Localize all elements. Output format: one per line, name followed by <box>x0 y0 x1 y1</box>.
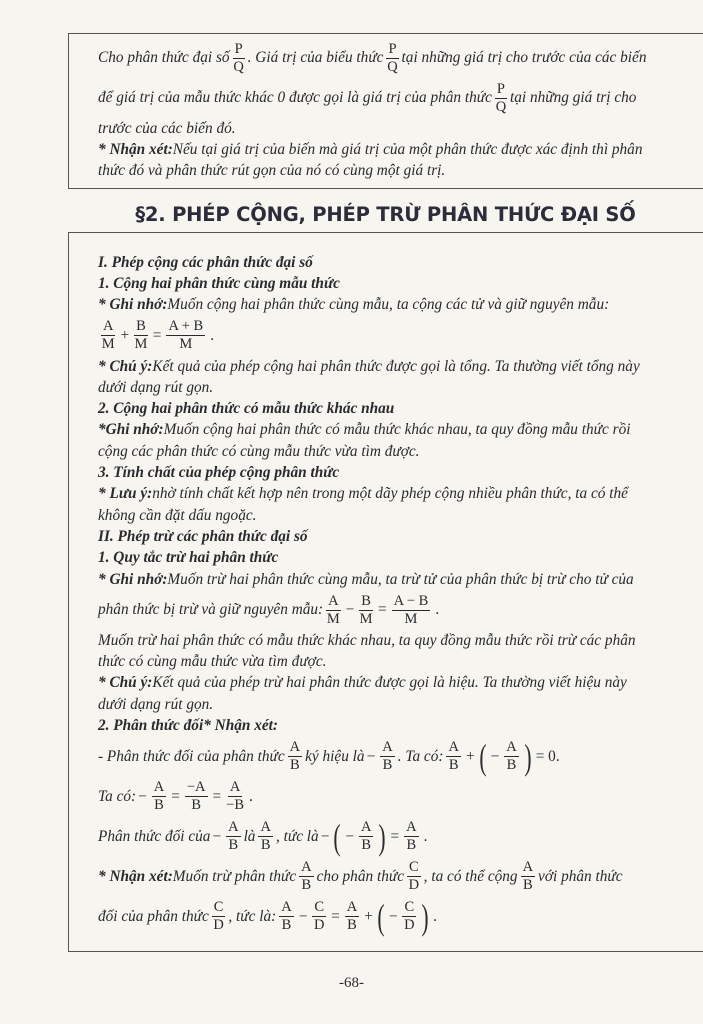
denominator: Q <box>495 98 507 115</box>
text-line <box>69 569 703 590</box>
math-operator: = <box>390 827 400 845</box>
numerator: B <box>361 592 371 609</box>
text-line <box>69 651 703 672</box>
numerator: P <box>388 40 397 57</box>
bold-label: I. Phép cộng các phân thức đại số <box>98 253 313 271</box>
numerator: C <box>314 899 325 916</box>
text-line <box>69 462 703 483</box>
text-run: là <box>243 827 256 845</box>
page-number: -68- <box>339 975 364 991</box>
text-line <box>69 897 703 937</box>
text-line <box>69 377 703 398</box>
math-operator: = 0. <box>535 747 560 765</box>
fraction <box>233 41 245 76</box>
parenthesis: ( <box>333 816 341 857</box>
math-operator: − <box>298 907 308 925</box>
text-run: trước của các biến đó. <box>98 119 236 137</box>
math-operator: − <box>138 787 147 805</box>
bold-label: 3. Tính chất của phép cộng phân thức <box>98 464 340 482</box>
numerator: P <box>234 40 243 57</box>
fraction <box>359 819 373 854</box>
text-run: thức đó và phân thức rút gọn của nó có cùng một giá trị. <box>98 162 446 180</box>
bold-label: * Chú ý: <box>98 357 153 375</box>
bold-label: * Lưu ý: <box>98 485 153 503</box>
text-line <box>69 252 703 273</box>
fraction <box>392 593 431 628</box>
text-line <box>69 817 703 857</box>
parenthesis: ) <box>378 816 387 857</box>
text-line <box>69 316 703 356</box>
bold-label: 1. Cộng hai phân thức cùng mẫu thức <box>98 274 340 292</box>
numerator: P <box>496 80 505 97</box>
text-run: - Phân thức đối của phân thức <box>98 747 285 765</box>
fraction <box>521 859 535 894</box>
numerator: A <box>153 779 165 796</box>
fraction <box>299 859 313 894</box>
text-line <box>69 630 703 651</box>
text-line <box>69 526 703 547</box>
fraction <box>212 899 226 934</box>
numerator: A <box>406 819 417 836</box>
text-run: Phân thức đối của <box>98 827 211 845</box>
numerator: A <box>301 859 312 876</box>
fraction <box>226 819 240 854</box>
denominator: B <box>382 757 393 774</box>
text-run: . Ta có: <box>397 747 444 765</box>
bold-label: * Ghi nhớ: <box>98 296 168 314</box>
denominator: M <box>179 336 193 353</box>
text-line <box>69 548 703 569</box>
section-content-box <box>68 232 703 952</box>
text-run: nhờ tính chất kết hợp nên trong một dãy phép cộng nhiều phân thức, ta có thể <box>152 485 628 503</box>
numerator: −A <box>186 779 206 796</box>
math-operator: . <box>433 907 437 925</box>
bold-label: * Chú ý: <box>98 674 153 692</box>
denominator: M <box>326 610 340 627</box>
numerator: C <box>409 859 419 876</box>
math-operator: − <box>388 907 398 925</box>
numerator: A − B <box>393 592 429 609</box>
fraction <box>152 779 166 814</box>
text-run: ký hiệu là <box>305 747 365 765</box>
text-line <box>69 441 703 462</box>
fraction <box>134 318 148 353</box>
text-run: . Giá trị của biểu thức <box>247 49 384 66</box>
text-line <box>69 590 703 630</box>
denominator: B <box>281 917 292 934</box>
numerator: A <box>289 739 301 756</box>
text-line <box>69 356 703 377</box>
bold-label: 2. Phân thức đối* Nhận xét: <box>98 716 278 734</box>
denominator: B <box>301 877 312 894</box>
text-line <box>69 295 703 316</box>
text-run: không cần đặt dấu ngoặc. <box>98 506 257 524</box>
denominator: B <box>448 757 459 774</box>
text-run: đối của phân thức <box>98 907 209 925</box>
text-run: Muốn trừ hai phân thức cùng mẫu, ta trừ tử của phân thức bị trừ cho tử của <box>167 570 634 588</box>
bold-label: II. Phép trừ các phân thức đại số <box>98 527 308 545</box>
text-line <box>69 777 703 817</box>
text-line <box>69 694 703 715</box>
numerator: A <box>260 819 271 836</box>
numerator: A <box>522 859 534 876</box>
numerator: A <box>228 819 239 836</box>
text-line <box>69 139 703 160</box>
numerator: A <box>103 318 114 335</box>
fraction <box>226 779 244 814</box>
fraction <box>345 899 359 934</box>
text-line <box>69 857 703 897</box>
fraction <box>404 819 418 854</box>
denominator: B <box>347 917 357 934</box>
numerator: C <box>404 899 415 916</box>
numerator: A <box>346 899 358 916</box>
numerator: C <box>213 899 224 916</box>
denominator: M <box>404 610 418 627</box>
denominator: D <box>213 917 224 934</box>
bold-label: * Nhận xét: <box>98 140 173 158</box>
text-run: , ta có thể cộng <box>423 867 518 885</box>
denominator: B <box>191 797 202 814</box>
fraction <box>312 899 326 934</box>
text-run: Cho phân thức đại số <box>98 49 230 66</box>
text-line <box>69 715 703 736</box>
text-run: dưới dạng rút gọn. <box>98 695 214 713</box>
math-operator: = <box>331 907 340 925</box>
numerator: A <box>448 739 459 756</box>
text-run: Muốn trừ hai phân thức có mẫu thức khác nhau, ta quy đồng mẫu thức rồi trừ các phân <box>98 631 636 649</box>
bold-label: * Nhận xét: <box>98 867 173 885</box>
fraction <box>166 318 205 353</box>
math-operator: − <box>345 601 355 619</box>
parenthesis: ) <box>421 896 429 937</box>
text-line <box>69 673 703 694</box>
fraction <box>359 593 373 628</box>
denominator: Q <box>387 58 398 75</box>
math-operator: . <box>210 326 215 344</box>
text-run: Kết quả của phép trừ hai phân thức được gọi là hiệu. Ta thường viết hiệu này <box>152 674 627 692</box>
text-run: cộng các phân thức có cùng mẫu thức vừa tìm được. <box>98 442 420 460</box>
fraction <box>185 779 208 814</box>
denominator: B <box>290 757 300 774</box>
text-line <box>69 78 703 118</box>
math-operator: = <box>212 787 222 805</box>
numerator: A <box>382 739 393 756</box>
numerator: A + B <box>168 318 204 335</box>
text-line <box>69 484 703 505</box>
denominator: B <box>154 797 164 814</box>
text-line <box>69 505 703 526</box>
denominator: B <box>361 837 372 854</box>
fraction <box>279 899 293 934</box>
denominator: B <box>406 837 417 854</box>
denominator: −B <box>226 797 245 814</box>
math-operator: . <box>249 787 253 805</box>
text-run: phân thức bị trừ và giữ nguyên mẫu: <box>98 601 324 619</box>
denominator: D <box>313 917 325 934</box>
text-line <box>69 38 703 78</box>
fraction <box>380 739 394 774</box>
parenthesis: ( <box>377 896 385 937</box>
text-line <box>69 118 703 139</box>
math-operator: + <box>465 747 475 765</box>
numerator: A <box>361 819 372 836</box>
math-operator: − <box>212 827 222 845</box>
bold-label: 2. Cộng hai phân thức có mẫu thức khác nhau <box>98 400 395 418</box>
denominator: B <box>228 837 239 854</box>
numerator: A <box>281 899 292 916</box>
text-line <box>69 737 703 777</box>
text-run: Ta có: <box>98 787 137 805</box>
math-operator: − <box>345 827 354 845</box>
text-line <box>69 273 703 294</box>
fraction <box>258 819 272 854</box>
math-operator: + <box>120 326 130 344</box>
math-operator: + <box>364 907 373 925</box>
numerator: B <box>136 318 146 335</box>
numerator: A <box>506 739 517 756</box>
math-operator: = <box>377 601 387 619</box>
text-run: Muốn cộng hai phân thức cùng mẫu, ta cộng các tử và giữ nguyên mẫu: <box>167 296 610 314</box>
parenthesis: ) <box>524 736 532 777</box>
text-run: Kết quả của phép cộng hai phân thức được gọi là tổng. Ta thường viết tổng này <box>152 357 640 375</box>
text-run: với phân thức <box>538 867 623 885</box>
text-run: tại những giá trị cho <box>509 89 637 106</box>
bold-label: 1. Quy tắc trừ hai phân thức <box>98 549 279 567</box>
fraction <box>386 41 398 76</box>
fraction <box>504 739 518 774</box>
math-operator: − <box>366 747 376 765</box>
text-run: dưới dạng rút gọn. <box>98 378 214 396</box>
fraction <box>407 859 421 894</box>
denominator: B <box>506 757 517 774</box>
math-operator: = <box>152 326 162 344</box>
bold-label: *Ghi nhớ: <box>98 421 164 439</box>
math-operator: . <box>423 827 428 845</box>
denominator: B <box>260 837 271 854</box>
fraction <box>402 899 416 934</box>
denominator: M <box>101 336 115 353</box>
math-operator: = <box>171 787 180 805</box>
numerator: A <box>328 592 339 609</box>
text-line <box>69 398 703 419</box>
numerator: A <box>229 779 241 796</box>
denominator: M <box>134 336 148 353</box>
parenthesis: ( <box>478 736 487 777</box>
section-title: §2. PHÉP CỘNG, PHÉP TRỪ PHÂN THỨC ĐẠI SỐ <box>135 203 636 226</box>
text-run: tại những giá trị cho trước của các biến <box>401 49 647 66</box>
math-operator: − <box>320 827 330 845</box>
math-operator: . <box>435 601 440 619</box>
text-run: , tức là <box>275 827 319 845</box>
text-line <box>69 420 703 441</box>
math-operator: − <box>490 747 500 765</box>
text-run: cho phân thức <box>316 867 404 885</box>
text-run: để giá trị của mẫu thức khác 0 được gọi là giá trị của phân thức <box>98 89 492 106</box>
text-line <box>69 161 703 182</box>
denominator: D <box>404 917 415 934</box>
fraction <box>326 593 340 628</box>
fraction <box>101 318 115 353</box>
fraction <box>495 81 507 116</box>
text-run: thức có cùng mẫu thức vừa tìm được. <box>98 653 327 671</box>
fraction <box>288 739 302 774</box>
denominator: M <box>359 610 373 627</box>
denominator: D <box>408 877 420 894</box>
definition-box <box>68 33 703 189</box>
text-run: Muốn cộng hai phân thức có mẫu thức khác nhau, ta quy đồng mẫu thức rồi <box>163 421 631 439</box>
denominator: Q <box>233 58 244 75</box>
text-run: Nếu tại giá trị của biến mà giá trị của một phân thức được xác định thì phân <box>172 140 643 158</box>
denominator: B <box>522 877 533 894</box>
fraction <box>446 739 460 774</box>
text-run: Muốn trừ phân thức <box>172 867 297 885</box>
text-run: , tức là: <box>228 907 277 925</box>
bold-label: * Ghi nhớ: <box>98 570 168 588</box>
